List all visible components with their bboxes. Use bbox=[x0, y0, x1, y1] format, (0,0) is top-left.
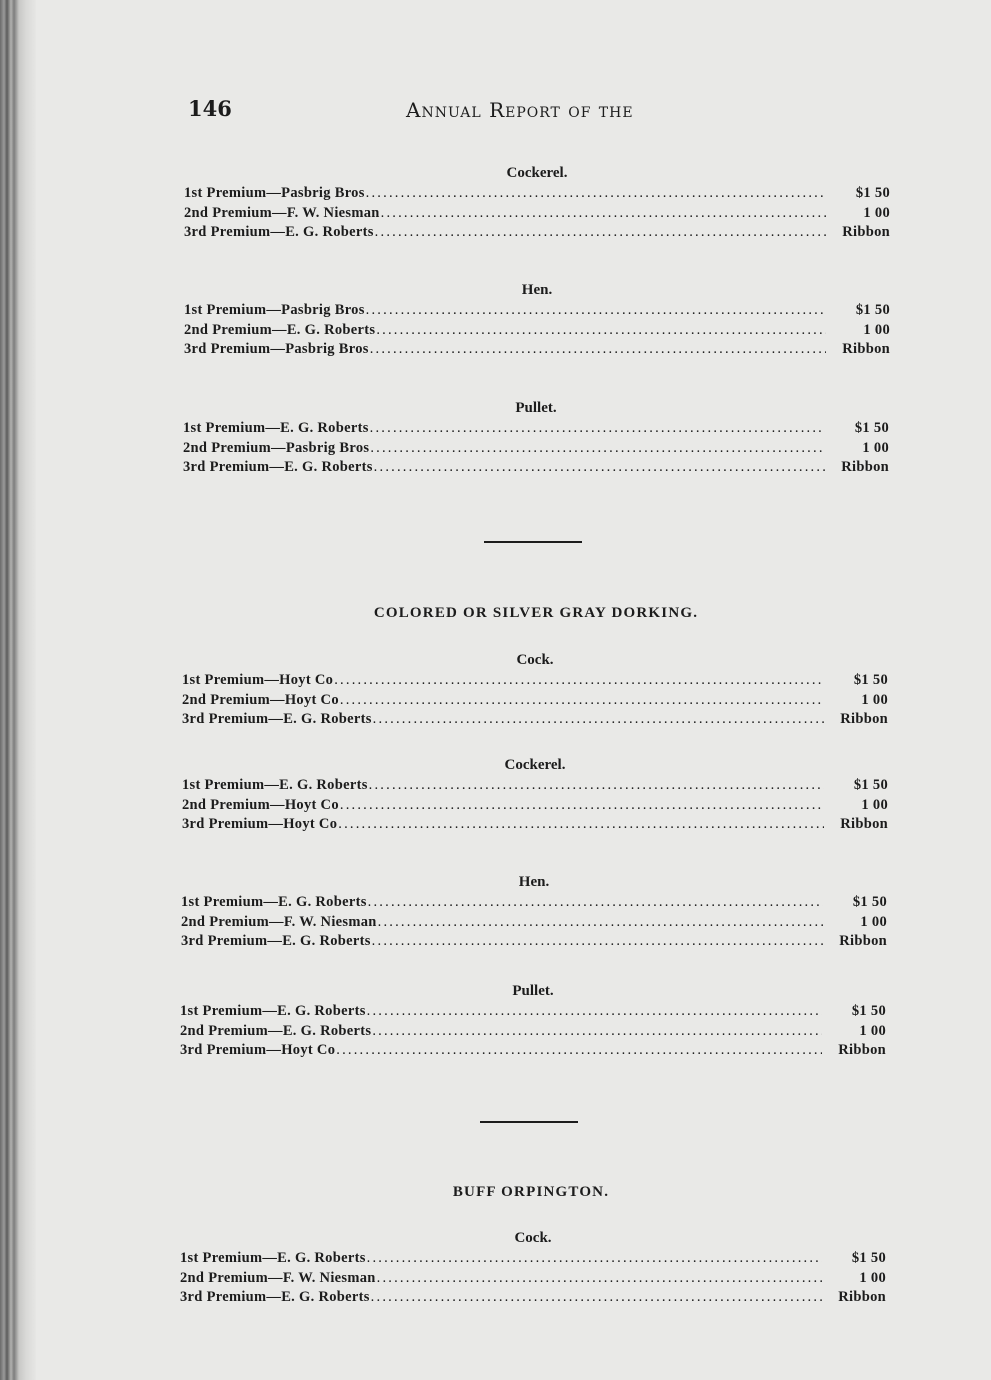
premium-row bbox=[182, 691, 888, 711]
class-heading: Cockerel. bbox=[504, 757, 566, 773]
premium-row bbox=[180, 1041, 886, 1061]
premium-prize: Ribbon bbox=[842, 341, 890, 358]
premium-place: 3rd Premium—Hoyt Co bbox=[182, 816, 338, 833]
premium-row bbox=[184, 223, 890, 243]
premium-row bbox=[180, 1249, 886, 1269]
premium-row bbox=[184, 301, 890, 321]
premium-place: 2nd Premium—E. G. Roberts bbox=[184, 321, 376, 338]
premium-place: 2nd Premium—Hoyt Co bbox=[182, 796, 339, 813]
breed-heading: BUFF ORPINGTON. bbox=[452, 1184, 610, 1200]
premium-row bbox=[183, 419, 889, 439]
premium-place: 1st Premium—Pasbrig Bros bbox=[184, 185, 365, 201]
dot-leader bbox=[378, 913, 823, 933]
premium-place: 2nd Premium—Hoyt Co bbox=[182, 691, 339, 708]
section-divider bbox=[484, 541, 582, 543]
premium-place: 1st Premium—E. G. Roberts bbox=[180, 1003, 366, 1019]
dot-leader bbox=[375, 223, 826, 243]
dot-leader bbox=[367, 1002, 822, 1022]
dot-leader bbox=[373, 710, 824, 730]
premium-place: 3rd Premium—E. G. Roberts bbox=[182, 711, 372, 728]
premium-place: 1st Premium—E. G. Roberts bbox=[181, 894, 367, 910]
premium-row bbox=[184, 340, 890, 360]
dot-leader bbox=[367, 1249, 822, 1269]
premium-place: 1st Premium—E. G. Roberts bbox=[180, 1250, 366, 1266]
premium-row bbox=[182, 815, 888, 835]
dot-leader bbox=[366, 301, 826, 321]
premium-row bbox=[182, 671, 888, 691]
dot-leader bbox=[370, 419, 825, 439]
premium-prize: Ribbon bbox=[838, 1042, 886, 1059]
premium-prize: 1 00 bbox=[863, 321, 890, 338]
premium-place: 1st Premium—E. G. Roberts bbox=[182, 777, 368, 793]
premium-row bbox=[180, 1288, 886, 1308]
premium-row bbox=[181, 913, 887, 933]
premium-place: 2nd Premium—E. G. Roberts bbox=[180, 1022, 372, 1039]
premium-place: 3rd Premium—E. G. Roberts bbox=[183, 459, 373, 476]
class-heading: Hen. bbox=[518, 874, 550, 890]
class-heading: Hen. bbox=[521, 282, 553, 298]
dot-leader bbox=[338, 815, 824, 835]
premium-place: 1st Premium—Hoyt Co bbox=[182, 672, 334, 688]
premium-row bbox=[184, 321, 890, 341]
premium-prize: 1 00 bbox=[861, 691, 888, 708]
premium-place: 1st Premium—Pasbrig Bros bbox=[184, 302, 365, 318]
premium-prize: $1 50 bbox=[855, 302, 890, 318]
class-section bbox=[182, 650, 888, 730]
class-section bbox=[180, 981, 886, 1061]
class-heading: Cockerel. bbox=[506, 165, 568, 181]
premium-place: 3rd Premium—Pasbrig Bros bbox=[184, 341, 369, 358]
class-heading: Cock. bbox=[514, 1230, 552, 1246]
class-section bbox=[180, 1228, 886, 1308]
premium-place: 1st Premium—E. G. Roberts bbox=[183, 420, 369, 436]
dot-leader bbox=[334, 671, 824, 691]
premium-place: 2nd Premium—Pasbrig Bros bbox=[183, 439, 370, 456]
dot-leader bbox=[374, 458, 825, 478]
premium-place: 3rd Premium—E. G. Roberts bbox=[184, 224, 374, 241]
premium-prize: $1 50 bbox=[855, 185, 890, 201]
dot-leader bbox=[372, 932, 823, 952]
premium-prize: $1 50 bbox=[853, 777, 888, 793]
premium-row bbox=[180, 1002, 886, 1022]
premium-prize: 1 00 bbox=[860, 913, 887, 930]
premium-prize: $1 50 bbox=[852, 894, 887, 910]
class-section bbox=[184, 280, 890, 360]
dot-leader bbox=[381, 204, 826, 224]
premium-prize: $1 50 bbox=[854, 420, 889, 436]
running-title: Annual Report of the bbox=[406, 98, 634, 122]
premium-prize: 1 00 bbox=[863, 204, 890, 221]
premium-row bbox=[183, 439, 889, 459]
dot-leader bbox=[369, 776, 824, 796]
dot-leader bbox=[372, 1022, 822, 1042]
premium-row bbox=[180, 1022, 886, 1042]
class-heading: Pullet. bbox=[515, 400, 557, 416]
premium-place: 3rd Premium—Hoyt Co bbox=[180, 1042, 336, 1059]
premium-prize: Ribbon bbox=[838, 1289, 886, 1306]
dot-leader bbox=[370, 439, 825, 459]
class-heading: Pullet. bbox=[512, 983, 554, 999]
premium-place: 3rd Premium—E. G. Roberts bbox=[180, 1289, 370, 1306]
premium-row bbox=[183, 458, 889, 478]
class-section bbox=[184, 163, 890, 243]
class-section bbox=[181, 872, 887, 952]
premium-place: 2nd Premium—F. W. Niesman bbox=[184, 204, 380, 221]
class-heading: Cock. bbox=[516, 652, 554, 668]
dot-leader bbox=[368, 893, 823, 913]
dot-leader bbox=[340, 796, 824, 816]
premium-row bbox=[181, 932, 887, 952]
dot-leader bbox=[340, 691, 824, 711]
premium-row bbox=[182, 796, 888, 816]
premium-prize: $1 50 bbox=[851, 1003, 886, 1019]
premium-prize: Ribbon bbox=[839, 933, 887, 950]
class-section bbox=[182, 755, 888, 835]
premium-prize: 1 00 bbox=[859, 1269, 886, 1286]
premium-prize: $1 50 bbox=[853, 672, 888, 688]
premium-prize: Ribbon bbox=[840, 816, 888, 833]
premium-prize: $1 50 bbox=[851, 1250, 886, 1266]
dot-leader bbox=[366, 184, 826, 204]
page-header bbox=[188, 96, 888, 126]
premium-place: 2nd Premium—F. W. Niesman bbox=[181, 913, 377, 930]
dot-leader bbox=[377, 1269, 822, 1289]
premium-row bbox=[184, 184, 890, 204]
page-number: 146 bbox=[188, 96, 232, 121]
section-divider bbox=[480, 1121, 578, 1123]
breed-heading: COLORED OR SILVER GRAY DORKING. bbox=[373, 605, 699, 621]
dot-leader bbox=[336, 1041, 822, 1061]
premium-place: 2nd Premium—F. W. Niesman bbox=[180, 1269, 376, 1286]
premium-place: 3rd Premium—E. G. Roberts bbox=[181, 933, 371, 950]
dot-leader bbox=[371, 1288, 822, 1308]
premium-prize: Ribbon bbox=[841, 459, 889, 476]
dot-leader bbox=[370, 340, 826, 360]
class-section bbox=[183, 398, 889, 478]
premium-prize: 1 00 bbox=[862, 439, 889, 456]
premium-prize: Ribbon bbox=[840, 711, 888, 728]
premium-row bbox=[184, 204, 890, 224]
dot-leader bbox=[376, 321, 826, 341]
premium-prize: 1 00 bbox=[861, 796, 888, 813]
premium-prize: Ribbon bbox=[842, 224, 890, 241]
premium-row bbox=[182, 776, 888, 796]
premium-row bbox=[181, 893, 887, 913]
premium-row bbox=[182, 710, 888, 730]
premium-prize: 1 00 bbox=[859, 1022, 886, 1039]
premium-row bbox=[180, 1269, 886, 1289]
